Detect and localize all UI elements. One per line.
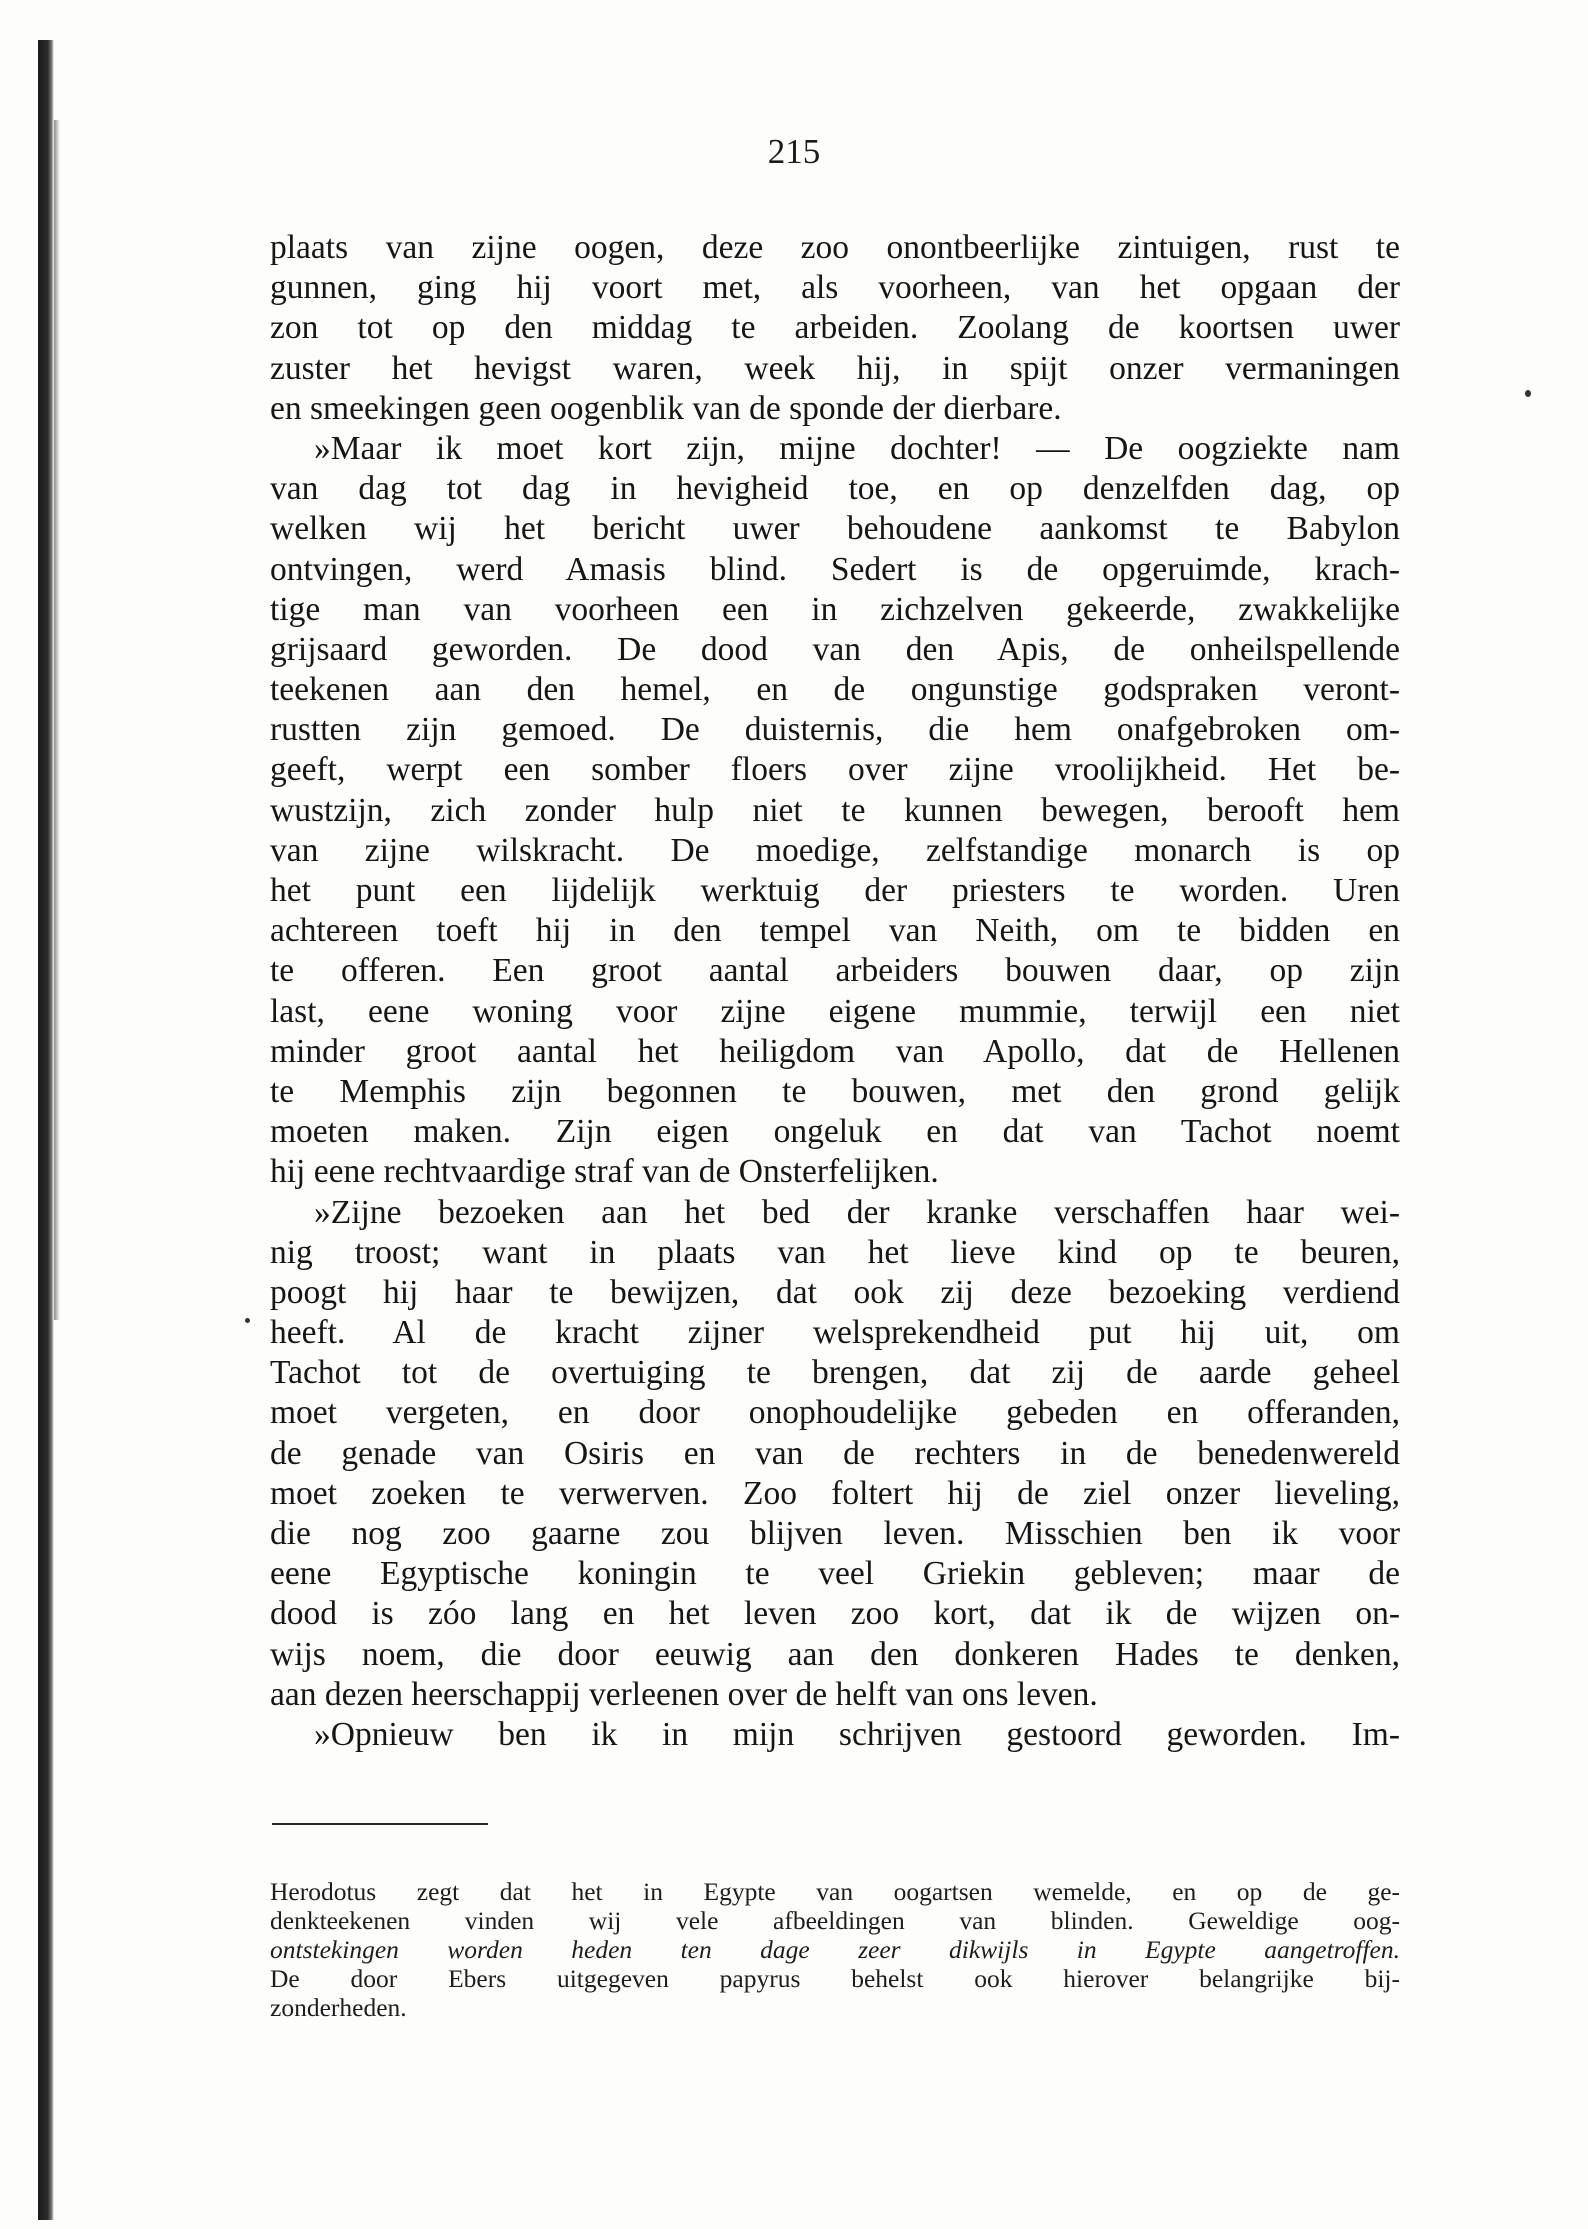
text-line: te Memphis zijn begonnen te bouwen, met den grond gelijk xyxy=(270,1072,1400,1110)
scan-speck xyxy=(1525,390,1531,397)
page-binding-shadow xyxy=(38,40,54,2220)
text-line: dood is zóo lang en het leven zoo kort, dat ik de wijzen on- xyxy=(270,1595,1400,1633)
text-line: van dag tot dag in hevigheid toe, en op denzelfden dag, op xyxy=(270,470,1400,508)
main-text xyxy=(270,228,1400,1755)
text-line: moet zoeken te verwerven. Zoo foltert hij de ziel onzer lieveling, xyxy=(270,1474,1400,1512)
footnote xyxy=(270,1877,1400,2022)
text-line: nig troost; want in plaats van het lieve kind op te beuren, xyxy=(270,1233,1400,1271)
text-line: heeft. Al de kracht zijner welsprekendheid put hij uit, om xyxy=(270,1314,1400,1352)
text-line: hij eene rechtvaardige straf van de Onsterfelijken. xyxy=(270,1153,939,1191)
text-line: moeten maken. Zijn eigen ongeluk en dat van Tachot noemt xyxy=(270,1113,1400,1151)
page-number: 215 xyxy=(767,132,821,171)
text-line: moet vergeten, en door onophoudelijke gebeden en offeranden, xyxy=(270,1394,1400,1432)
text-line: aan dezen heerschappij verleenen over de helft van ons leven. xyxy=(270,1675,1098,1713)
text-line: ontvingen, werd Amasis blind. Sedert is de opgeruimde, krach- xyxy=(270,550,1400,588)
text-line: het punt een lijdelijk werktuig der priesters te worden. Uren xyxy=(270,872,1400,909)
footnote-divider xyxy=(272,1823,488,1825)
text-line: welken wij het bericht uwer behoudene aankomst te Babylon xyxy=(270,510,1400,548)
text-line: zon tot op den middag te arbeiden. Zoolang de koortsen uwer xyxy=(270,309,1400,347)
footnote-line: denkteekenen vinden wij vele afbeeldingen van blinden. Geweldige oog- xyxy=(270,1906,1400,1935)
text-line: last, eene woning voor zijne eigene mummie, terwijl een niet xyxy=(270,992,1400,1030)
text-line: »Zijne bezoeken aan het bed der kranke verschaffen haar wei- xyxy=(314,1193,1400,1231)
text-line: rustten zijn gemoed. De duisternis, die hem onafgebroken om- xyxy=(270,711,1400,749)
text-line: te offeren. Een groot aantal arbeiders bouwen daar, op zijn xyxy=(270,952,1400,990)
text-line: Tachot tot de overtuiging te brengen, dat zij de aarde geheel xyxy=(270,1354,1400,1392)
text-line: wijs noem, die door eeuwig aan den donkeren Hades te denken, xyxy=(270,1635,1400,1673)
text-line: grijsaard geworden. De dood van den Apis, de onheilspellende xyxy=(270,630,1400,668)
text-line: de genade van Osiris en van de rechters in de benedenwereld xyxy=(270,1434,1400,1472)
footnote-line: zonderheden. xyxy=(270,1993,407,2022)
footnote-line: ontstekingen worden heden ten dage zeer dikwijls in Egypte aangetroffen. xyxy=(270,1935,1400,1964)
text-line: geeft, werpt een somber floers over zijne vroolijkheid. Het be- xyxy=(270,751,1400,789)
text-line: en smeekingen geen oogenblik van de sponde der dierbare. xyxy=(270,389,1062,427)
text-line: eene Egyptische koningin te veel Griekin gebleven; maar de xyxy=(270,1555,1400,1593)
footnote-line: De door Ebers uitgegeven papyrus behelst ook hierover belangrijke bij- xyxy=(270,1964,1400,1993)
text-line: die nog zoo gaarne zou blijven leven. Misschien ben ik voor xyxy=(270,1515,1400,1552)
text-line: wustzijn, zich zonder hulp niet te kunnen bewegen, berooft hem xyxy=(270,791,1400,829)
text-line: van zijne wilskracht. De moedige, zelfstandige monarch is op xyxy=(270,831,1400,869)
text-line: »Maar ik moet kort zijn, mijne dochter! — De oogziekte nam xyxy=(314,429,1400,467)
text-line: poogt hij haar te bewijzen, dat ook zij deze bezoeking verdiend xyxy=(270,1273,1400,1311)
text-line: teekenen aan den hemel, en de ongunstige godspraken veront- xyxy=(270,671,1400,709)
text-line: minder groot aantal het heiligdom van Apollo, dat de Hellenen xyxy=(270,1032,1400,1070)
text-line: gunnen, ging hij voort met, als voorheen, van het opgaan der xyxy=(270,269,1400,307)
page-binding-fade xyxy=(54,120,60,1320)
text-line: »Opnieuw ben ik in mijn schrijven gestoord geworden. Im- xyxy=(314,1715,1400,1753)
text-line: zuster het hevigst waren, week hij, in spijt onzer vermaningen xyxy=(270,349,1400,387)
text-line: achtereen toeft hij in den tempel van Neith, om te bidden en xyxy=(270,912,1400,950)
footnote-line: Herodotus zegt dat het in Egypte van oogartsen wemelde, en op de ge- xyxy=(270,1877,1400,1906)
text-line: plaats van zijne oogen, deze zoo onontbeerlijke zintuigen, rust te xyxy=(270,229,1400,266)
scan-speck xyxy=(245,1318,250,1323)
text-line: tige man van voorheen een in zichzelven gekeerde, zwakkelijke xyxy=(270,590,1400,628)
